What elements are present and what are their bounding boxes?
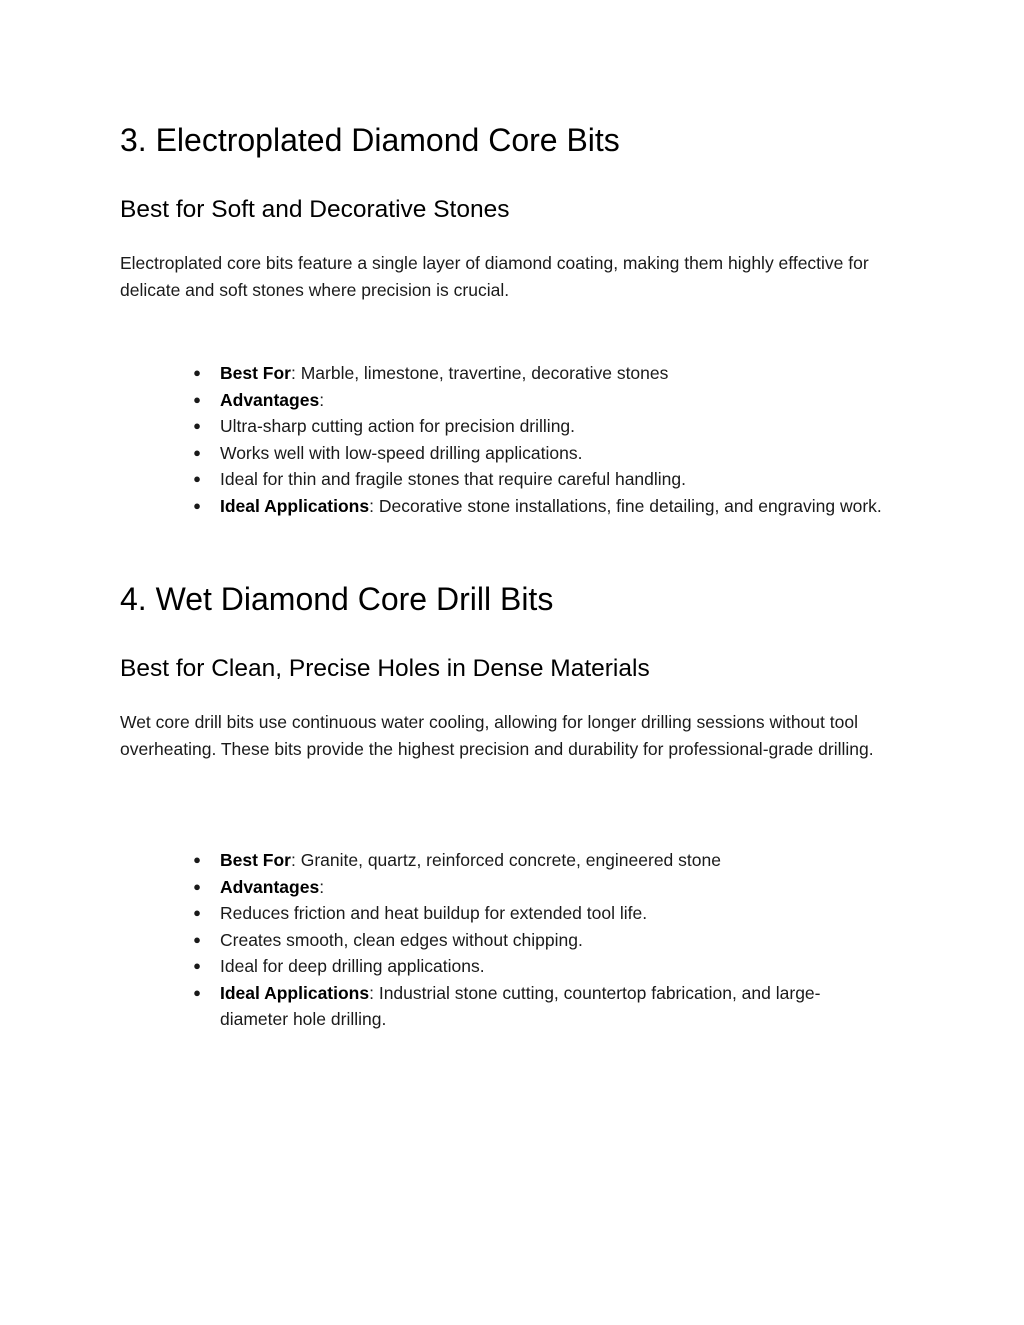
section-4-heading: 4. Wet Diamond Core Drill Bits	[120, 581, 554, 617]
bullet-label: Advantages	[220, 876, 320, 897]
bullet-text: :	[319, 389, 325, 410]
list-item	[186, 466, 886, 493]
bullet-text: :	[319, 876, 325, 897]
bullet-icon: ●	[193, 444, 201, 460]
section-3-subheading: Best for Soft and Decorative Stones	[120, 196, 510, 223]
list-item	[186, 953, 886, 980]
bullet-icon: ●	[193, 471, 201, 486]
list-item	[186, 387, 886, 414]
list-item	[186, 927, 886, 954]
bullet-icon: ●	[193, 958, 201, 973]
list-item	[186, 874, 886, 901]
bullet-icon: ●	[193, 984, 201, 1000]
bullet-icon: ●	[193, 905, 201, 920]
bullet-text: Ultra-sharp cutting action for precision drilling.	[220, 416, 576, 436]
section-3-paragraph: Electroplated core bits feature a single layer of diamond coating, making them highly effective for delicate and soft stones where precision is crucial.	[120, 253, 869, 300]
bullet-icon: ●	[193, 878, 201, 894]
bullet-label: Ideal Applications	[220, 982, 370, 1003]
bullet-text: : Decorative stone installations, fine detailing, and engraving work.	[369, 495, 882, 516]
bullet-icon: ●	[193, 852, 201, 867]
list-item	[186, 413, 886, 440]
bullet-text: Ideal for thin and fragile stones that require careful handling.	[220, 469, 686, 489]
bullet-label: Best For	[220, 850, 291, 870]
section-4-paragraph: Wet core drill bits use continuous water cooling, allowing for longer drilling sessions without tool overheating. These bits provide the highest precision and durability for professional-grade drilling.	[120, 712, 874, 759]
bullet-text: : Granite, quartz, reinforced concrete, engineered stone	[290, 850, 721, 870]
bullet-label: Advantages	[220, 389, 320, 410]
section-3-heading: 3. Electroplated Diamond Core Bits	[120, 122, 620, 158]
bullet-text: Creates smooth, clean edges without chipping.	[220, 929, 583, 950]
bullet-label: Best For	[220, 363, 291, 383]
bullet-label: Ideal Applications	[220, 495, 370, 516]
list-item	[186, 980, 886, 1033]
bullet-icon: ●	[193, 365, 201, 380]
bullet-icon: ●	[193, 418, 201, 433]
bullet-text: : Marble, limestone, travertine, decorative stones	[290, 363, 669, 383]
section-4-bullet-list	[186, 847, 886, 1033]
bullet-text: Reduces friction and heat buildup for extended tool life.	[220, 903, 648, 923]
bullet-text: Ideal for deep drilling applications.	[220, 956, 485, 976]
list-item	[186, 360, 886, 387]
list-item	[186, 900, 886, 927]
bullet-text: : Industrial stone cutting, countertop fabrication, and large-diameter hole drilling.	[220, 982, 821, 1029]
bullet-icon: ●	[193, 497, 201, 513]
section-4-subheading: Best for Clean, Precise Holes in Dense Materials	[120, 655, 650, 682]
bullet-icon: ●	[193, 931, 201, 947]
list-item	[186, 493, 886, 520]
bullet-text: Works well with low-speed drilling applications.	[220, 442, 583, 463]
list-item	[186, 847, 886, 874]
section-3-bullet-list	[186, 360, 886, 519]
list-item	[186, 440, 886, 467]
bullet-icon: ●	[193, 391, 201, 407]
